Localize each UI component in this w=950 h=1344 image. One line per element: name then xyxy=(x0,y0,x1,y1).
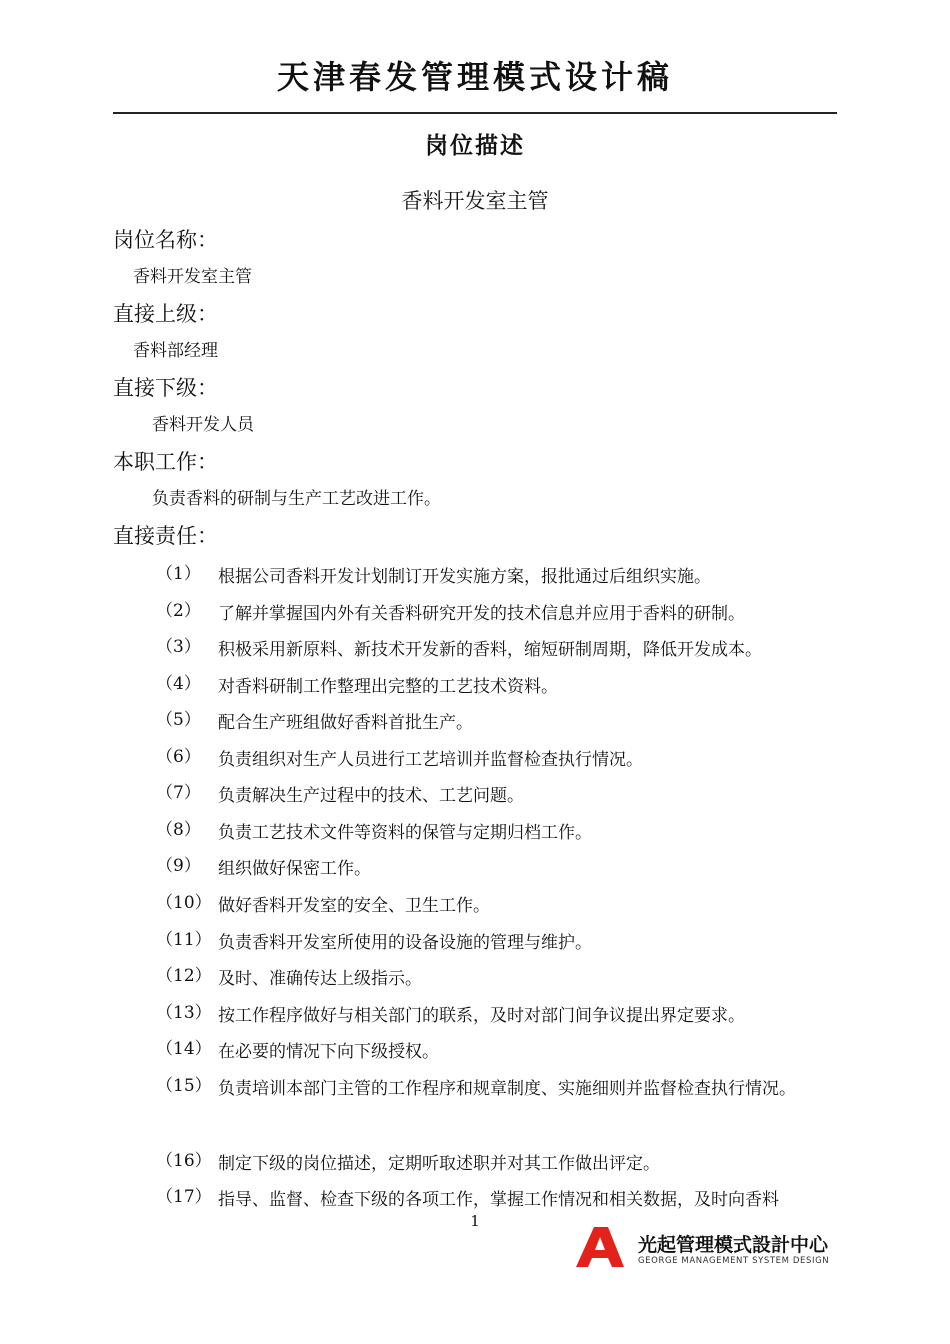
duty-number: （6） xyxy=(156,747,201,767)
section-value-subordinate: 香料开发人员 xyxy=(152,415,254,435)
duty-number: （2） xyxy=(156,601,201,621)
duty-number: （10） xyxy=(156,893,212,913)
duty-number: （7） xyxy=(156,783,201,803)
duty-text: 负责解决生产过程中的技术、工艺问题。 xyxy=(218,786,524,806)
duty-text: 在必要的情况下向下级授权。 xyxy=(218,1042,439,1062)
duty-number: （8） xyxy=(156,820,201,840)
duty-text: 积极采用新原料、新技术开发新的香料，缩短研制周期，降低开发成本。 xyxy=(218,640,762,660)
position-title: 香料开发室主管 xyxy=(401,189,549,213)
section-heading-subordinate: 直接下级： xyxy=(113,376,218,400)
logo-name: 光起管理模式設計中心 xyxy=(638,1234,829,1256)
duty-number: （14） xyxy=(156,1039,212,1059)
duty-text: 做好香料开发室的安全、卫生工作。 xyxy=(218,896,490,916)
section-heading-superior: 直接上级： xyxy=(113,302,218,326)
section-value-superior: 香料部经理 xyxy=(133,341,218,361)
duty-number: （17） xyxy=(156,1187,212,1207)
section-heading-name: 岗位名称： xyxy=(113,228,218,252)
header-divider xyxy=(113,112,837,114)
duty-number: （4） xyxy=(156,674,201,694)
duty-text: 负责培训本部门主管的工作程序和规章制度、实施细则并监督检查执行情况。 xyxy=(218,1079,796,1099)
document-type-title: 岗位描述 xyxy=(425,133,525,159)
footer-logo xyxy=(574,1226,844,1270)
duty-number: （5） xyxy=(156,710,201,730)
duty-number: （15） xyxy=(156,1076,212,1096)
duty-text: 指导、监督、检查下级的各项工作，掌握工作情况和相关数据，及时向香料 xyxy=(218,1190,779,1210)
duty-text: 及时、准确传达上级指示。 xyxy=(218,969,422,989)
duty-text: 负责香料开发室所使用的设备设施的管理与维护。 xyxy=(218,933,592,953)
logo-a-icon xyxy=(574,1226,626,1268)
duty-text: 对香料研制工作整理出完整的工艺技术资料。 xyxy=(218,677,558,697)
duty-text: 负责工艺技术文件等资料的保管与定期归档工作。 xyxy=(218,823,592,843)
duty-text: 根据公司香料开发计划制订开发实施方案，报批通过后组织实施。 xyxy=(218,567,711,587)
duty-number: （13） xyxy=(156,1003,212,1023)
duty-number: （1） xyxy=(156,564,201,584)
section-value-duty: 负责香料的研制与生产工艺改进工作。 xyxy=(152,489,441,509)
duty-number: （9） xyxy=(156,856,201,876)
duty-number: （11） xyxy=(156,930,212,950)
duty-text: 按工作程序做好与相关部门的联系，及时对部门间争议提出界定要求。 xyxy=(218,1006,745,1026)
page-number: 1 xyxy=(470,1212,480,1230)
section-value-name: 香料开发室主管 xyxy=(133,267,252,287)
section-heading-duty: 本职工作： xyxy=(113,450,218,474)
logo-subtitle: GEORGE MANAGEMENT SYSTEM DESIGN xyxy=(638,1256,830,1266)
duty-number: （3） xyxy=(156,637,201,657)
duty-text: 组织做好保密工作。 xyxy=(218,859,371,879)
document-header-title: 天津春发管理模式设计稿 xyxy=(276,58,673,96)
duty-text: 制定下级的岗位描述，定期听取述职并对其工作做出评定。 xyxy=(218,1154,660,1174)
duty-text: 了解并掌握国内外有关香料研究开发的技术信息并应用于香料的研制。 xyxy=(218,604,745,624)
duty-number: （12） xyxy=(156,966,212,986)
duty-text: 负责组织对生产人员进行工艺培训并监督检查执行情况。 xyxy=(218,750,643,770)
duty-number: （16） xyxy=(156,1151,212,1171)
duty-text: 配合生产班组做好香料首批生产。 xyxy=(218,713,473,733)
section-heading-responsibilities: 直接责任： xyxy=(113,524,218,548)
